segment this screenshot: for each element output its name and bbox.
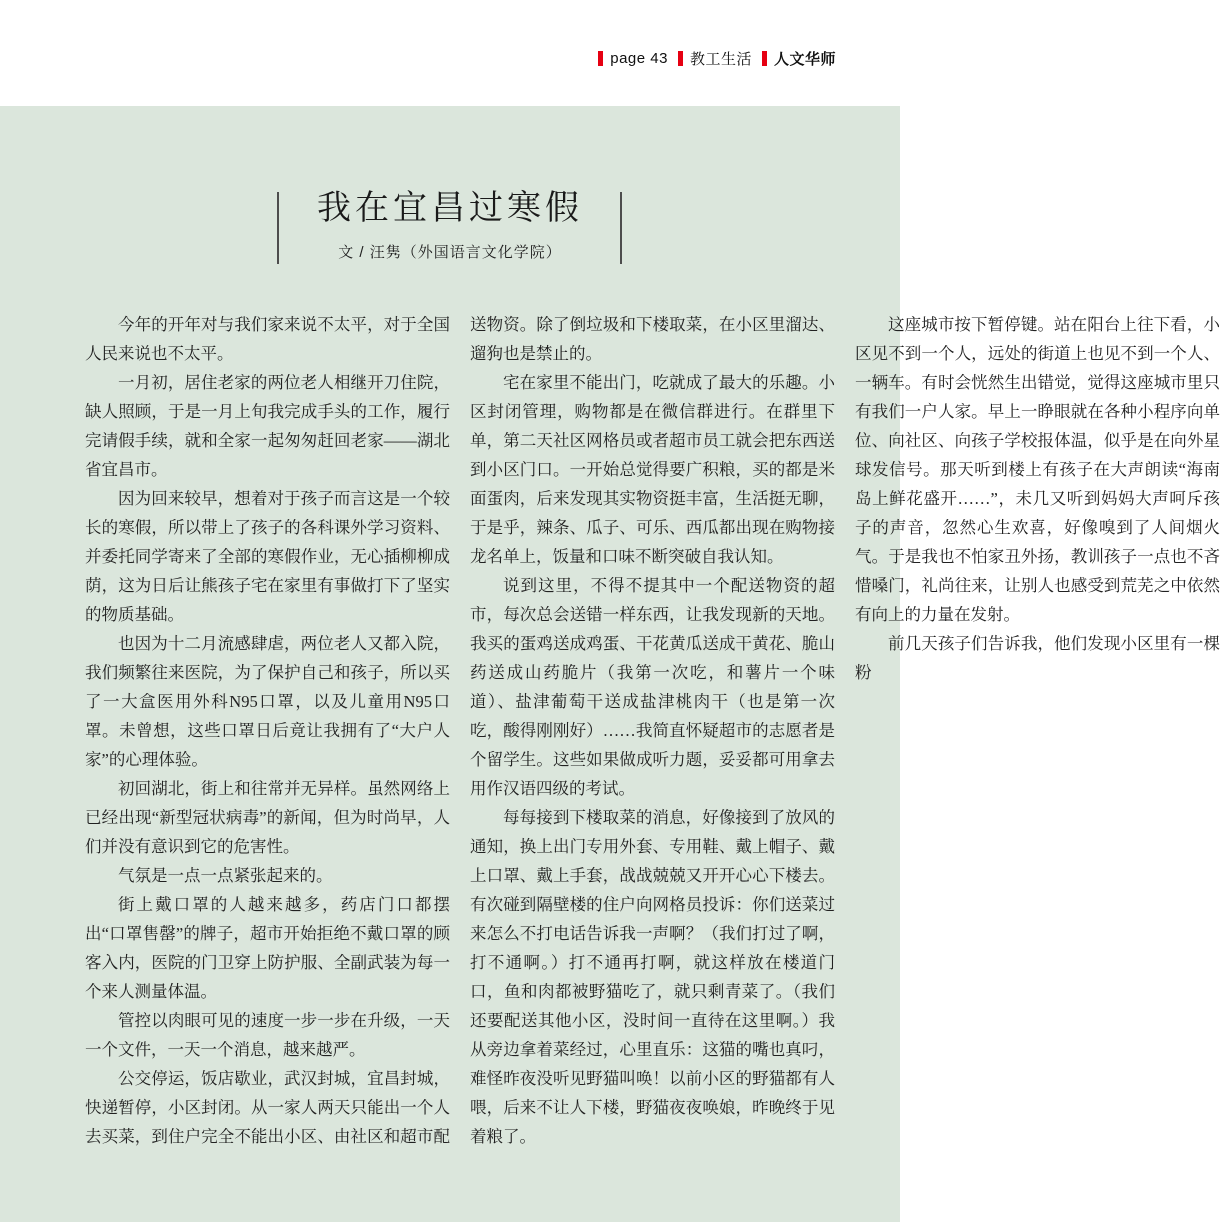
running-header [598,48,836,69]
paragraph: 也因为十二月流感肆虐，两位老人又都入院，我们频繁往来医院，为了保护自己和孩子，所以买了一大盒医用外科N95口罩，以及儿童用N95口罩。未曾想，这些口罩日后竟让我拥有了“大户人家”的心理体验。 [85,634,450,769]
paragraph: 街上戴口罩的人越来越多，药店门口都摆出“口罩售罄”的牌子，超市开始拒绝不戴口罩的顾客入内，医院的门卫穿上防护服、全副武装为每一个来人测量体温。 [85,895,450,1001]
paragraph: 今年的开年对与我们家来说不太平，对于全国人民来说也不太平。 [85,315,450,363]
section-label: 教工生活 [689,51,752,68]
paragraph: 宅在家里不能出门，吃就成了最大的乐趣。小区封闭管理，购物都是在微信群进行。在群里下单，第二天社区网格员或者超市员工就会把东西送到小区门口。一开始总觉得要广积粮，买的都是米面蛋肉，后来发现其实物资挺丰富，生活挺无聊，于是乎，辣条、瓜子、可乐、西瓜都出现在购物接龙名单上，饭量和口味不断突破自我认知。 [470,373,835,566]
paragraph: 每每接到下楼取菜的消息，好像接到了放风的通知，换上出门专用外套、专用鞋、戴上帽子、戴上口罩、戴上手套，战战兢兢又开开心心下楼去。有次碰到隔壁楼的住户向网格员投诉：你们送菜过来怎么不打电话告诉我一声啊？（我们打过了啊，打不通啊。）打不通再打啊，就这样放在楼道门口，鱼和肉都被野猫吃了，就只剩青菜了。（我们还要配送其他小区，没时间一直待在这里啊。）我从旁边拿着菜经过，心里直乐：这猫的嘴也真叼，难怪昨夜没听见野猫叫唤！以前小区的野猫都有人喂，后来不让人下楼，野猫夜夜唤娘，昨晚终于见着粮了。 [470,808,835,1146]
red-bar-icon [762,51,767,66]
paragraph: 公交停运，饭店歇业，武汉封城，宜昌封城，快递暂停，小区封闭。从一家人两天只能出一个人去买菜，到住户完全不能出小区、由社区和超市配送物资。除了倒垃圾和下楼取菜，在小区里溜达、遛狗也是禁止的。 [85,315,835,1146]
paragraph: 一月初，居住老家的两位老人相继开刀住院，缺人照顾，于是一月上旬我完成手头的工作，履行完请假手续，就和全家一起匆匆赶回老家——湖北省宜昌市。 [85,373,450,479]
paragraph: 管控以肉眼可见的速度一步一步在升级，一天一个文件，一天一个消息，越来越严。 [85,1011,450,1059]
page-title: 我在宜昌过寒假 [317,189,583,227]
title-block [0,188,900,262]
paragraph: 气氛是一点一点紧张起来的。 [118,866,333,885]
article-body [85,310,1220,1151]
header-section-segment [678,48,752,69]
header-page-segment [598,50,668,67]
red-bar-icon [598,51,603,66]
red-bar-icon [678,51,683,66]
title-left-rule [277,192,279,264]
header-brand-segment [762,48,836,69]
title-right-rule [620,192,622,264]
paragraph: 前几天孩子们告诉我，他们发现小区里有一棵粉 [855,634,1220,682]
paragraph: 初回湖北，街上和往常并无异样。虽然网络上已经出现“新型冠状病毒”的新闻，但为时尚早，人们并没有意识到它的危害性。 [85,779,450,856]
article-byline: 文 / 汪隽（外国语言文化学院） [338,243,562,261]
page-number-label: page 43 [610,50,668,67]
paragraph: 说到这里，不得不提其中一个配送物资的超市，每次总会送错一样东西，让我发现新的天地。我买的蛋鸡送成鸡蛋、干花黄瓜送成干黄花、脆山药送成山药脆片（我第一次吃，和薯片一个味道）、盐津葡萄干送成盐津桃肉干（也是第一次吃，酸得刚刚好）……我简直怀疑超市的志愿者是个留学生。这些如果做成听力题，妥妥都可用拿去用作汉语四级的考试。 [470,576,835,798]
paragraph: 因为回来较早，想着对于孩子而言这是一个较长的寒假，所以带上了孩子的各科课外学习资料、并委托同学寄来了全部的寒假作业，无心插柳柳成荫，这为日后让熊孩子宅在家里有事做打下了坚实的物质基础。 [85,489,450,624]
brand-label: 人文华师 [773,51,836,68]
paragraph: 这座城市按下暂停键。站在阳台上往下看，小区见不到一个人，远处的街道上也见不到一个人、一辆车。有时会恍然生出错觉，觉得这座城市里只有我们一户人家。早上一睁眼就在各种小程序向单位、向社区、向孩子学校报体温，似乎是在向外星球发信号。那天听到楼上有孩子在大声朗读“海南岛上鲜花盛开……”，未几又听到妈妈大声呵斥孩子的声音，忽然心生欢喜，好像嗅到了人间烟火气。于是我也不怕家丑外扬，教训孩子一点也不吝惜嗓门，礼尚往来，让别人也感受到荒芜之中依然有向上的力量在发射。 [855,315,1220,624]
